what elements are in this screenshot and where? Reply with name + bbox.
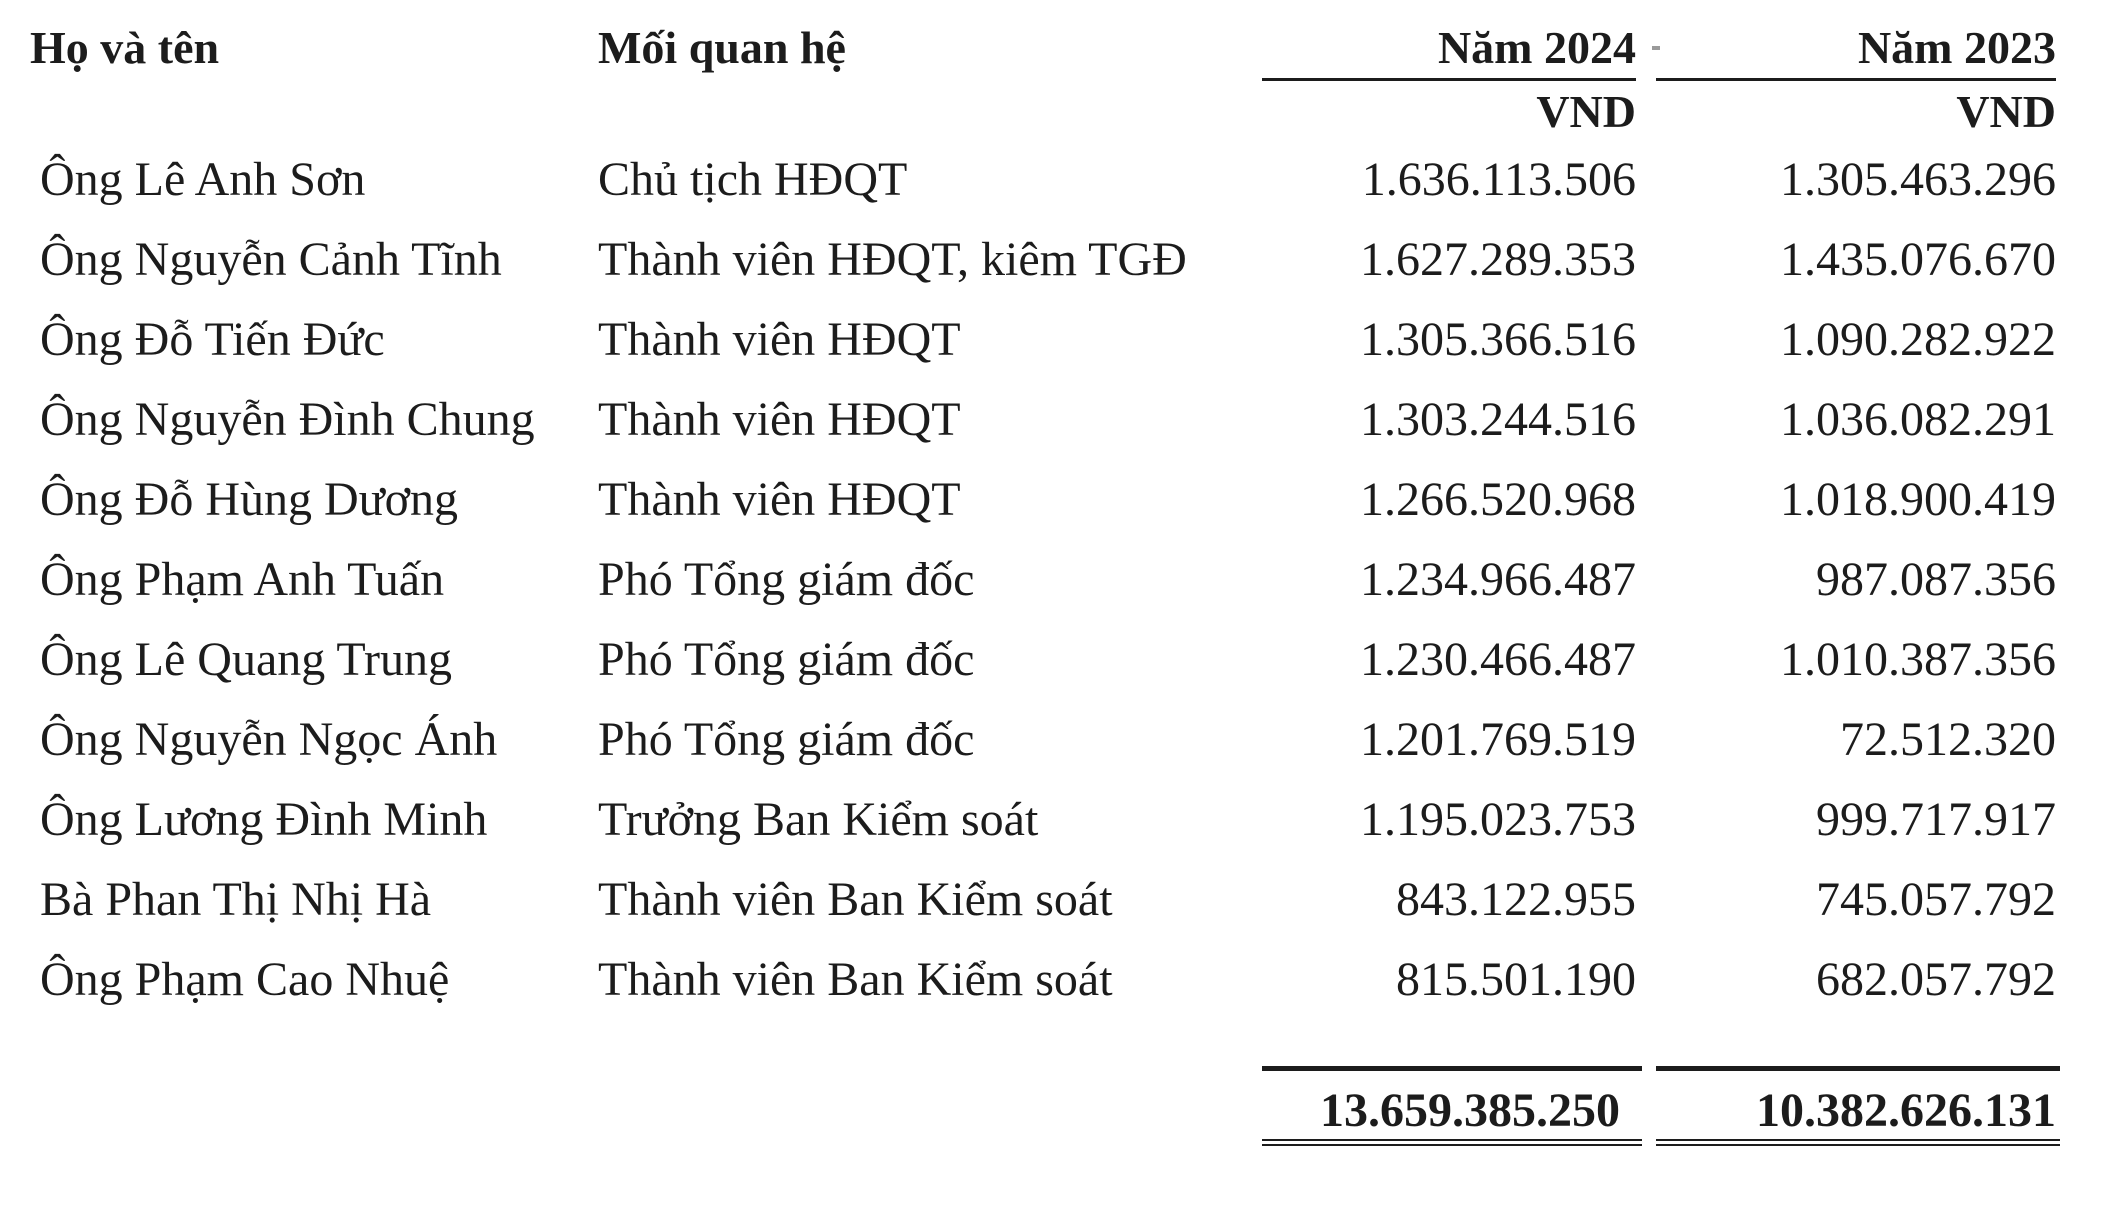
cell-value-2023: 682.057.792 — [1816, 953, 2056, 1006]
cell-relation: Phó Tổng giám đốc — [598, 553, 975, 606]
unit-2024: VND — [1536, 86, 1636, 137]
table-row — [0, 310, 2120, 390]
table-row — [0, 150, 2120, 230]
cell-relation: Thành viên HĐQT — [598, 313, 961, 366]
table-row — [0, 710, 2120, 790]
cell-name: Ông Lê Anh Sơn — [40, 153, 366, 206]
cell-value-2023: 1.435.076.670 — [1780, 233, 2056, 286]
table-row — [0, 550, 2120, 630]
cell-name: Ông Nguyễn Ngọc Ánh — [40, 713, 498, 766]
cell-value-2024: 815.501.190 — [1396, 953, 1636, 1006]
cell-value-2023: 1.010.387.356 — [1780, 633, 2056, 686]
cell-value-2023: 1.090.282.922 — [1780, 313, 2056, 366]
cell-relation: Thành viên HĐQT — [598, 473, 961, 526]
cell-relation: Thành viên Ban Kiểm soát — [598, 953, 1113, 1006]
cell-value-2024: 843.122.955 — [1396, 873, 1636, 926]
table-row — [0, 790, 2120, 870]
header-name: Họ và tên — [30, 22, 220, 73]
cell-value-2024: 1.234.966.487 — [1360, 553, 1636, 606]
cell-value-2023: 745.057.792 — [1816, 873, 2056, 926]
cell-relation: Thành viên Ban Kiểm soát — [598, 873, 1113, 926]
cell-name: Ông Nguyễn Cảnh Tĩnh — [40, 233, 502, 286]
cell-relation: Chủ tịch HĐQT — [598, 153, 908, 206]
cell-name: Ông Lương Đình Minh — [40, 793, 488, 846]
header-relation: Mối quan hệ — [598, 22, 846, 73]
cell-name: Bà Phan Thị Nhị Hà — [40, 873, 432, 926]
cell-value-2024: 1.636.113.506 — [1361, 153, 1636, 206]
cell-relation: Trưởng Ban Kiểm soát — [598, 793, 1039, 846]
cell-relation: Thành viên HĐQT — [598, 393, 961, 446]
table-row — [0, 870, 2120, 950]
cell-value-2024: 1.627.289.353 — [1360, 233, 1636, 286]
total-2023: 10.382.626.131 — [1656, 1066, 2060, 1146]
cell-value-2023: 72.512.320 — [1840, 713, 2056, 766]
cell-name: Ông Đỗ Tiến Đức — [40, 313, 385, 366]
cell-name: Ông Phạm Cao Nhuệ — [40, 953, 450, 1006]
cell-value-2023: 1.036.082.291 — [1780, 393, 2056, 446]
cell-value-2024: 1.195.023.753 — [1360, 793, 1636, 846]
cell-value-2024: 1.201.769.519 — [1360, 713, 1636, 766]
cell-relation: Phó Tổng giám đốc — [598, 633, 975, 686]
cell-value-2024: 1.266.520.968 — [1360, 473, 1636, 526]
cell-value-2023: 987.087.356 — [1816, 553, 2056, 606]
cell-value-2024: 1.303.244.516 — [1360, 393, 1636, 446]
cell-value-2024: 1.230.466.487 — [1360, 633, 1636, 686]
cell-relation: Phó Tổng giám đốc — [598, 713, 975, 766]
cell-name: Ông Lê Quang Trung — [40, 633, 453, 686]
cell-value-2023: 1.305.463.296 — [1780, 153, 2056, 206]
unit-2023: VND — [1956, 86, 2056, 137]
header-year-2023: Năm 2023 — [1656, 20, 2056, 81]
cell-name: Ông Nguyễn Đình Chung — [40, 393, 535, 446]
table-row — [0, 630, 2120, 710]
cell-value-2024: 1.305.366.516 — [1360, 313, 1636, 366]
table-row — [0, 390, 2120, 470]
table-body — [0, 150, 2120, 1030]
table-row — [0, 470, 2120, 550]
total-2024: 13.659.385.250 — [1262, 1066, 1642, 1146]
cell-name: Ông Phạm Anh Tuấn — [40, 553, 445, 606]
cell-relation: Thành viên HĐQT, kiêm TGĐ — [598, 233, 1187, 286]
header-year-2024: Năm 2024 — [1262, 20, 1636, 81]
cell-name: Ông Đỗ Hùng Dương — [40, 473, 459, 526]
table-row — [0, 230, 2120, 310]
cell-value-2023: 1.018.900.419 — [1780, 473, 2056, 526]
table-row — [0, 950, 2120, 1030]
cell-value-2023: 999.717.917 — [1816, 793, 2056, 846]
